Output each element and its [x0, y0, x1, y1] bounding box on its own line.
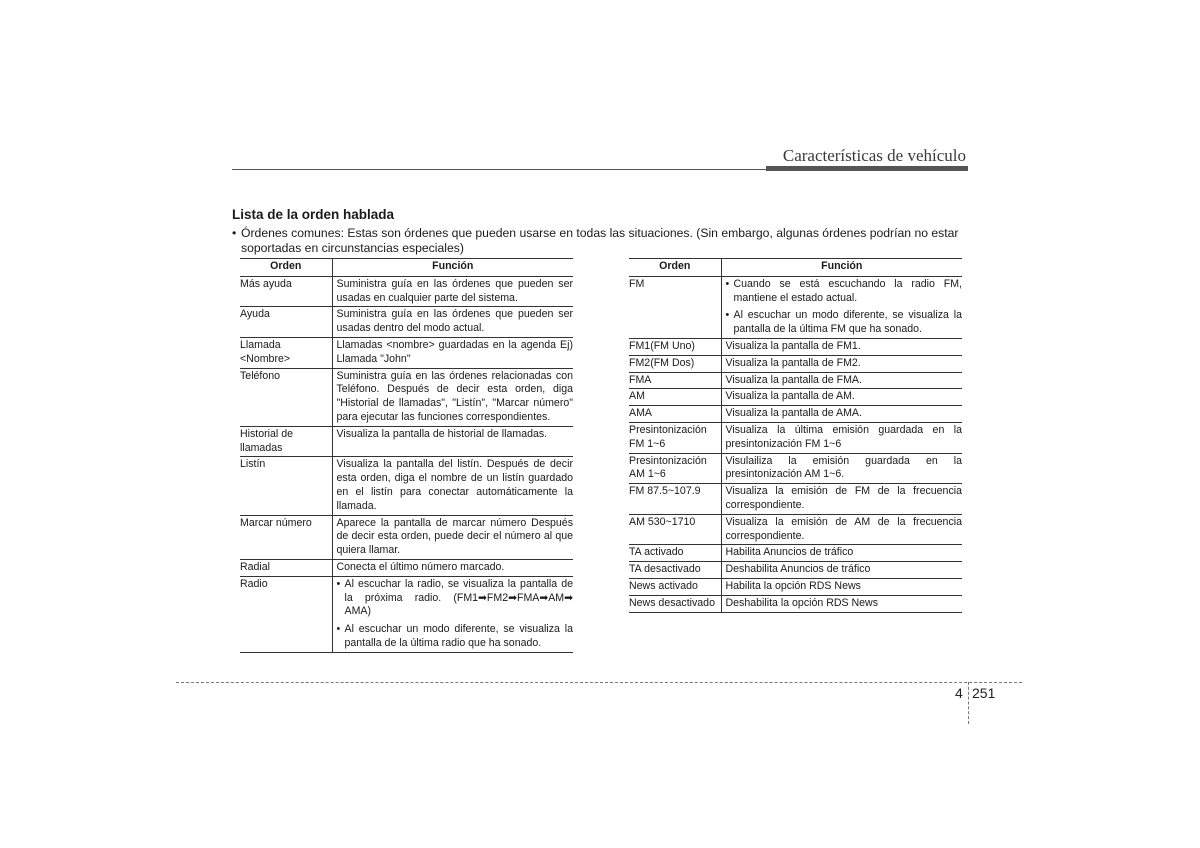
function-text: Conecta el último número marcado. [336, 560, 505, 573]
cell-funcion [332, 276, 573, 307]
cell-funcion [721, 389, 962, 406]
header-bar [766, 166, 968, 171]
cell-orden: FM 87.5~107.9 [629, 484, 721, 515]
table-row [629, 389, 962, 406]
cell-orden: FM2(FM Dos) [629, 355, 721, 372]
cell-funcion [332, 576, 573, 652]
cell-funcion [721, 338, 962, 355]
cell-funcion [332, 337, 573, 368]
cell-orden: AM [629, 389, 721, 406]
function-text: Deshabilita Anuncios de tráfico [725, 563, 871, 576]
function-text: Visualiza la pantalla de FMA. [725, 373, 862, 386]
cell-orden: Presintonización AM 1~6 [629, 453, 721, 484]
table-row [629, 406, 962, 423]
function-text: Visualiza la emisión de FM de la frecuencia correspondiente. [725, 485, 962, 511]
table-row [240, 368, 573, 426]
table-body [240, 276, 573, 652]
chapter-number: 4 [955, 685, 963, 701]
function-text: Aparece la pantalla de marcar número Después de decir esta orden, puede decir el número al que quiera llamar. [336, 516, 573, 557]
cell-funcion [721, 514, 962, 545]
function-text: Visualiza la pantalla del listín. Después de decir esta orden, diga el nombre de un listín guardado en el listín para conectar automáticamente la llamada. [336, 458, 573, 512]
cell-orden: Teléfono [240, 368, 332, 426]
table-row [629, 484, 962, 515]
table-row [240, 276, 573, 307]
footer-rule [176, 682, 1022, 683]
cell-orden: Marcar número [240, 515, 332, 559]
page-number-separator [968, 682, 969, 724]
intro-bullet: • [232, 226, 237, 240]
table-row [629, 595, 962, 612]
cell-funcion [332, 559, 573, 576]
table-row [629, 355, 962, 372]
table-row [629, 578, 962, 595]
cell-orden: FM [629, 276, 721, 338]
cell-funcion [721, 276, 962, 338]
table-row [629, 545, 962, 562]
cell-funcion [721, 453, 962, 484]
function-text: Visualiza la emisión de AM de la frecuencia correspondiente. [725, 515, 962, 542]
cell-funcion [332, 515, 573, 559]
cell-funcion [721, 406, 962, 423]
cell-orden: TA desactivado [629, 562, 721, 579]
cell-funcion [332, 426, 573, 457]
function-text: Visualiza la pantalla de historial de llamadas. [336, 427, 548, 440]
cell-funcion [332, 457, 573, 515]
cell-orden: FM1(FM Uno) [629, 338, 721, 355]
cell-orden: News desactivado [629, 595, 721, 612]
cell-funcion [721, 545, 962, 562]
function-bullet-item: • Cuando se está escuchando la radio FM, mantiene el estado actual. [726, 278, 963, 306]
cell-orden: TA activado [629, 545, 721, 562]
table-row [240, 426, 573, 457]
function-text: Habilita Anuncios de tráfico [725, 546, 854, 559]
commands-table-right [629, 258, 962, 613]
function-bullet-item: • Al escuchar un modo diferente, se visualiza la pantalla de la última FM que ha sonado. [726, 309, 963, 337]
function-text: Visualiza la pantalla de AM. [725, 390, 855, 403]
function-text: Visualiza la pantalla de FM2. [725, 356, 861, 369]
cell-funcion [721, 562, 962, 579]
intro-paragraph [232, 226, 972, 255]
table-row [240, 559, 573, 576]
column-header-orden: Orden [240, 259, 332, 277]
function-text: Suministra guía en las órdenes que pueden ser usadas dentro del modo actual. [336, 308, 573, 335]
column-header-funcion: Función [721, 259, 962, 277]
header-rule [232, 169, 766, 170]
table-row [240, 515, 573, 559]
cell-funcion [721, 578, 962, 595]
table-row [629, 514, 962, 545]
function-text: Suministra guía en las órdenes que pueden ser usadas en cualquier parte del sistema. [336, 277, 573, 304]
table-row [629, 372, 962, 389]
function-text: Visulailiza la emisión guardada en la presintonización AM 1~6. [725, 454, 962, 481]
cell-orden: Ayuda [240, 307, 332, 338]
cell-funcion [721, 372, 962, 389]
cell-funcion [721, 595, 962, 612]
cell-funcion [332, 368, 573, 426]
cell-funcion [721, 422, 962, 453]
cell-orden: Presintonización FM 1~6 [629, 422, 721, 453]
column-header-orden: Orden [629, 259, 721, 277]
page-number: 251 [972, 685, 996, 701]
table-row [240, 337, 573, 368]
cell-orden: FMA [629, 372, 721, 389]
function-text: Visualiza la pantalla de AMA. [725, 407, 862, 420]
table-row [629, 453, 962, 484]
cell-orden: Radial [240, 559, 332, 576]
function-text: Visualiza la pantalla de FM1. [725, 339, 861, 352]
table-row [629, 422, 962, 453]
cell-orden: Radio [240, 576, 332, 652]
cell-orden: Listín [240, 457, 332, 515]
cell-orden: Llamada <Nombre> [240, 337, 332, 368]
table-row [240, 576, 573, 652]
cell-orden: Más ayuda [240, 276, 332, 307]
table-row [629, 338, 962, 355]
table-row [240, 307, 573, 338]
function-bullet-item: • Al escuchar un modo diferente, se visualiza la pantalla de la última radio que ha sonado. [337, 623, 574, 651]
cell-orden: AM 530~1710 [629, 514, 721, 545]
intro-text: Órdenes comunes: Estas son órdenes que pueden usarse en todas las situaciones. (Sin embargo, algunas órdenes podrían no estar soportadas en circunstancias especiales) [241, 226, 959, 255]
function-text: Suministra guía en las órdenes relacionadas con Teléfono. Después de decir esta orden, diga "Historial de llamadas", "Listín", "Marcar número" para ejecutar las funciones correspondientes. [336, 369, 573, 423]
cell-funcion [332, 307, 573, 338]
function-text: Deshabilita la opción RDS News [725, 596, 879, 609]
table-row [240, 457, 573, 515]
function-text: Llamadas <nombre> guardadas en la agenda Ej) Llamada "John" [336, 338, 573, 365]
cell-orden: Historial de llamadas [240, 426, 332, 457]
table-row [629, 276, 962, 338]
page-header-title: Características de vehículo [782, 146, 966, 165]
cell-orden: News activado [629, 578, 721, 595]
commands-table-left [240, 258, 573, 653]
table-body [629, 276, 962, 612]
table-header-row [240, 259, 573, 277]
table-header-row [629, 259, 962, 277]
function-bullet-item: • Al escuchar la radio, se visualiza la pantalla de la próxima radio. (FM1➡FM2➡FMA➡AM➡ AMA) [337, 578, 574, 619]
column-header-funcion: Función [332, 259, 573, 277]
cell-funcion [721, 355, 962, 372]
function-text: Visualiza la última emisión guardada en la presintonización FM 1~6 [725, 423, 962, 450]
cell-funcion [721, 484, 962, 515]
section-title: Lista de la orden hablada [232, 207, 395, 222]
table-row [629, 562, 962, 579]
cell-orden: AMA [629, 406, 721, 423]
function-text: Habilita la opción RDS News [725, 579, 861, 592]
